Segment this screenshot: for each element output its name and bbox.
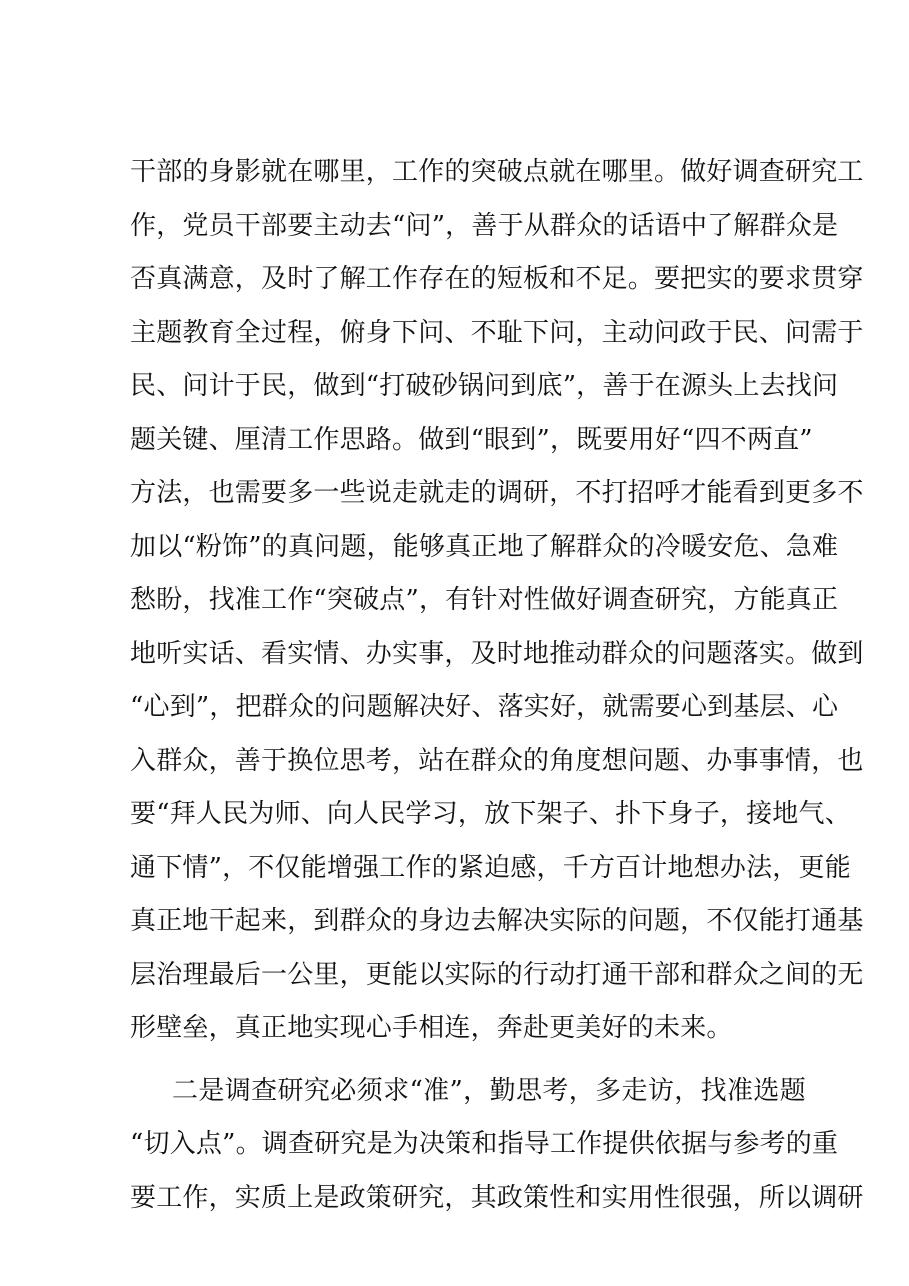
text-line: 入群众，善于换位思考，站在群众的角度想问题、办事事情，也 [130,745,864,776]
paragraph-1 [130,146,864,1056]
text-line: 主题教育全过程，俯身下问、不耻下问，主动问政于民、问需于 [130,317,864,348]
paragraph-2 [130,1065,864,1226]
paragraph-gap [130,1056,806,1065]
text-line: 作，党员干部要主动去“问”，善于从群众的话语中了解群众是 [130,210,839,241]
document-body [130,146,864,1225]
text-line: 题关键、厘清工作思路。做到“眼到”，既要用好“四不两直” [130,424,813,455]
text-line: 干部的身影就在哪里，工作的突破点就在哪里。做好调查研究工 [130,157,864,187]
text-line: “心到”，把群众的问题解决好、落实好，就需要心到基层、心 [130,692,839,722]
text-line: 形壁垒，真正地实现心手相连，奔赴更美好的未来。 [130,1013,733,1043]
text-line: 地听实话、看实情、办实事，及时地推动群众的问题落实。做到 [130,638,864,669]
text-line: 方法，也需要多一些说走就走的调研，不打招呼才能看到更多不 [130,478,864,508]
text-line: 通下情”，不仅能增强工作的紧迫感，千方百计地想办法，更能 [130,852,851,883]
text-line: 民、问计于民，做到“打破砂锅问到底”，善于在源头上去找问 [130,371,839,401]
text-line: 加以“粉饰”的真问题，能够真正地了解群众的冷暖安危、急难 [130,531,839,562]
text-line: 要“拜人民为师、向人民学习，放下架子、扑下身子，接地气、 [130,799,851,829]
text-line: 否真满意，及时了解工作存在的短板和不足。要把实的要求贯穿 [130,264,864,294]
text-line: 二是调查研究必须求“准”，勤思考，多走访，找准选题 [172,1075,806,1106]
text-line: 层治理最后一公里，更能以实际的行动打通干部和群众之间的无 [130,959,864,990]
text-line: 真正地干起来，到群众的身边去解决实际的问题，不仅能打通基 [130,906,864,936]
text-line: 要工作，实质上是政策研究，其政策性和实用性很强，所以调研 [130,1182,864,1213]
text-line: “切入点”。调查研究是为决策和指导工作提供依据与参考的重 [130,1129,839,1159]
text-line: 愁盼，找准工作“突破点”，有针对性做好调查研究，方能真正 [130,585,839,615]
